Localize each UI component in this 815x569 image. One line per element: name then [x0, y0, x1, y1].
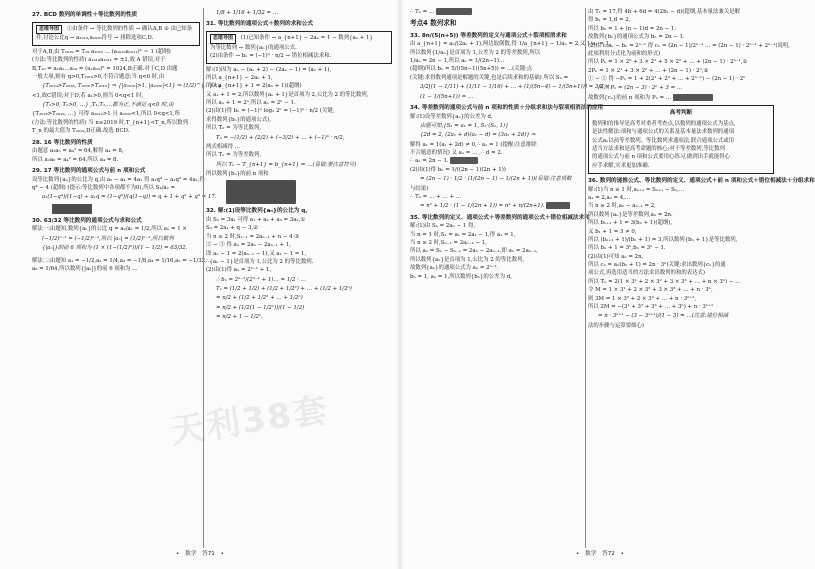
solution-line: (2)由(1)可知 aₙ = 2n,	[588, 253, 644, 260]
solution-line: (关键:求得数列通项是解题的关键,也是后续求和的基础) 所以 Sₙ =	[410, 74, 569, 81]
footer-subject: 数学	[585, 551, 597, 558]
solution-line: (方法:等比数列的性质) 当 n≥2019 时,T_{n+1}<T_n,所以数列	[32, 119, 189, 126]
exam-tip-line: 适当方法求和是高考命题的核心;对于等差数列,等比数列	[592, 145, 725, 152]
solution-line: 所以 bₙ = 1 + (n − 1)d = 2n − 1.	[588, 25, 677, 32]
solution-line: ∴ aₙ = 2n − 1.	[410, 157, 582, 165]
solution-line: 所以 cₙ = aₙ(bₙ + 1) = 2n · 3ⁿ(关键:求出数列{cₙ}的通	[588, 262, 726, 269]
solution-line: 又 a₁ + 1 = 2,所以数列{aₙ + 1}是首项为 2,公比为 2 的等比数列,	[206, 91, 369, 98]
exam-tip-line: 公式aₙ以前等差数列、等比数列求通项法,联合通项公式或用	[592, 137, 735, 144]
solution-line: 当 n = 1 时,S₁ = a₁ = 2a₁ − 1,得 a₁ = 1,	[410, 231, 516, 238]
mind-map-text: ①由条件 → 等比数列的性质 → 确认A,B ② 由已知条件,讨论公比q → a₂₀₁₉,a₂₀₂₀符号 → 排除选项C,D.	[36, 25, 193, 42]
solution-formula: {|aₙ|}的前 6 项和为 (1 × (1−(1/2)⁶))/(1 − 1/2) = 63/32.	[42, 245, 188, 252]
left-column-a	[32, 8, 221, 548]
solution-formula: 3/2[(1 − 1/11) + (1/11 − 1/16) + … + (1/(5n−4) − 1/(5n+1))] = 3/2 ×	[420, 84, 610, 91]
question-30-heading: 30. 63/32 等比数列的通项公式与求和公式	[32, 217, 142, 224]
solution-line: 不合题意的情况) 又 a₁ = … ,∴ d = 2.	[410, 150, 503, 157]
mind-map-label: 思维导图	[210, 34, 236, 44]
question-31-solution	[206, 66, 392, 205]
exam-tip-line: 的通项公式与前 n 项和公式要用心练习,做到出手就能得心	[592, 154, 730, 161]
solution-line: <1,故C错误;对于D,若 a₁>0,则当 0<q<1 时,	[32, 92, 144, 99]
solution-line: 所以数列{bₙ}的前 n 项和	[206, 171, 269, 178]
solution-line: 由 S₃ = 3a₁ 可得 a₁ + a₂ + a₃ = 3a₁,①	[206, 217, 306, 224]
solution-line: 所以 a_{n+1} − 2aₙ + 1,	[206, 74, 273, 81]
solution-line: a₆ = 1/64,所以数列{|aₙ|}的前 6 项和为 …	[32, 265, 138, 272]
mind-map-label: 思维导图	[36, 25, 62, 35]
question-28-heading: 28. 16 等比数列的性质	[32, 139, 93, 146]
solution-line: (超纲)所以 bₙ = 5/((5n−1)(5n+5)) = …(关键:点	[410, 66, 533, 73]
solution-formula: = n/2 + (1/2(1 − 1/2ⁿ))/(1 − 1/2)	[216, 304, 305, 311]
solution-formula: {2d = 2, (2a₁ + d)(a₁ − d) = (3a₁ + 2d)} ⇒	[420, 132, 536, 139]
solution-line: 所以 Pₙ = 1 × 2⁰ + 3 × 2¹ + 5 × 2² + … + (2n − 1) · 2ⁿ⁻¹,①	[588, 59, 748, 66]
redacted-answer-block	[673, 94, 713, 101]
solution-line: ∴ Tₙ = … + … + …	[410, 193, 462, 200]
question-29-solution	[32, 176, 217, 214]
solution-line: 故数列{aₙ}的通项公式为 aₙ = 2ⁿ⁻¹.	[410, 265, 499, 272]
question-35-solution	[410, 222, 582, 281]
redacted-answer-block	[436, 8, 472, 15]
solution-line: 求得数列{bₙ}的通项公式),	[206, 116, 271, 123]
left-column-b	[206, 8, 392, 548]
solution-formula: Tₙ = (1/2 + 1/2) + (1/2 + 1/2²) + … + (1/2 + 1/2ⁿ)	[216, 286, 352, 293]
left-page	[0, 0, 400, 569]
solution-line: 所以 a_{n+1} + 1 = 2(aₙ + 1)(超纲)	[206, 83, 302, 90]
question-34-heading: 34. 等差数列的通项公式与前 n 项和的性质＋分组求和法与裂项相消法的应用	[410, 104, 604, 111]
column-divider	[203, 8, 204, 548]
mind-map-box-31	[206, 31, 392, 64]
solution-line: a₁ = 2,a₂ = 4,…	[588, 195, 631, 202]
solution-line: 解:(1)由 Sₙ = 2aₙ − 1 得,	[410, 223, 476, 230]
mind-map-line: (1)已知条件 → a_{n+1} − 2aₙ = 1 − 数列{aₙ + 1}	[240, 35, 373, 42]
question-34-solution	[410, 113, 582, 211]
solution-formula: 所以 Pₙ = (2n − 3) · 2ⁿ + 3 = …	[598, 85, 683, 92]
exam-tip-title: 高考判断	[669, 110, 693, 117]
solution-line: 得 b₁ = 1,d = 2,	[588, 17, 631, 24]
right-column-d	[588, 8, 815, 548]
solution-line: 设等比数列{aₙ}的公比为 q,由 a₅ − a₄ = 4a₁ 得 a₁q⁴ − a₁q³ = 4a₁,得	[32, 176, 205, 183]
solution-line: 所以数列{aₙ}是首项为 1,公比为 2 的等比数列,	[410, 256, 525, 263]
question-27-solution	[32, 48, 221, 136]
solution-line: (2)由(1)得 bₙ = (−1)ⁿ log₂ 2ⁿ = (−1)ⁿ · n/2 (关键,	[206, 108, 335, 115]
footer-subject: 数学	[185, 551, 197, 558]
footer-page-number: 答72	[602, 551, 615, 558]
question-36-heading: 36. 数列的递推公式、等比数列的定义、通项公式＋前 n 项和公式＋错位相减法＋分组求和	[588, 178, 815, 185]
solution-line: S₃ = 2a₁ + q − 3,②	[206, 225, 258, 232]
question-28-solution	[32, 147, 200, 164]
redacted-answer-block	[546, 202, 570, 209]
solution-line: 所以 bₙ₊₁ + 1 = 3(bₙ + 1)(超纲),	[588, 220, 673, 227]
solution-line: 所以 Tₙ = 2(1 × 3¹ + 2 × 3² + 3 × 3³ + … + n × 3ⁿ) − …	[588, 278, 741, 285]
solution-line: bₙ = 1, aₙ = 1,所以数列{bₙ}的公差为 d,	[410, 273, 512, 280]
question-31-heading: 31. 等比数列的通项公式＋数列的求和公式	[206, 21, 313, 28]
solution-line: 当 n ≥ 2 时,Sₙ₋₁ = 2aₙ₋₁ + n − 4 ③	[206, 233, 300, 240]
solution-line: 解:(1)当 n ≥ 1 时,aₙ₊₁ = Sₙ₊₁ − Sₙ,…	[588, 186, 685, 193]
solution-line: 解:(1)设等差数列{aₙ}的公差为 d,	[410, 113, 493, 120]
solution-formula: 由题可知,{S₁ = a₁ = 1, S₁·(S₁, 1)}	[420, 122, 509, 129]
solution-formula: = n/2 + (1/2 + 1/2² + … + 1/2ⁿ)	[216, 295, 303, 302]
solution-formula: = n/2 + 1 − 1/2ⁿ.	[216, 314, 263, 321]
solution-line: 所以 (bₙ₊₁ + 1)/(bₙ + 1) = 3,所以数列{bₙ + 1}是等比数列,	[588, 236, 738, 243]
solution-line: 解:(1)因为 aₙ − (aₙ + 2) − (2aₙ − 1) = (aₙ + 1),	[206, 66, 332, 73]
solution-line: 所以 2M = −(3¹ + 3² + 3³ + … + 3ⁿ) + n · 3ⁿ⁺¹	[588, 303, 714, 310]
solution-line: ∴ Tₙ = …	[410, 8, 582, 16]
solution-formula: a₁(1−q⁴)/(1−q) ÷ a₁q = (1−q⁴)/(q(1−q)) = q + 1 + q² + q³ = 17.	[42, 194, 217, 201]
redacted-answer-block	[226, 180, 296, 204]
solution-formula: (1 − 1/(5n+1)) = …	[420, 93, 474, 100]
solution-line: ② − ③ 得 aₙ = 2aₙ − 2aₙ₋₁ + 1,	[206, 242, 292, 249]
column-divider	[585, 8, 586, 548]
solution-line: 故数列{cₙ}的前 n 项和为 Pₙ = …	[588, 94, 774, 102]
question-27-heading: 27. BCD 数列的单调性＋等比数列的性质	[32, 12, 138, 18]
question-35-heading: 35. 等比数列的定义、通项公式＋等差数列的通项公式＋错位相减法求和	[410, 214, 590, 221]
solution-line: (2)由 cₙaₙ − bₙ = 2ⁿ⁻¹ 得 cₙ = (2n − 1)/2ⁿ⁻¹ … = (2n − 1) · 2ⁿ⁻¹ + 2ⁿ⁻¹(说明,	[588, 42, 791, 49]
exam-tip-line: 是法性解法:项和与通项公式的关系及基本量法求数列的通项	[592, 129, 734, 136]
solution-line: (2)由(1)得 bₙ = 1/((2n − 1)(2n + 1))	[410, 166, 506, 173]
solution-line: 由 a_{n+1} = aₙ/(2aₙ + 1),两边取倒数,得 1/a_{n+1} − 1/aₙ = 2,又 1/a₁ = 1,	[410, 41, 611, 48]
redacted-answer-block	[450, 157, 478, 164]
solution-line: 又 b₁ + 1 = 3 ≠ 0,	[588, 228, 637, 235]
solution-line: 一般大项,则有 q>0,T₂₀₁₉>0,不符合题意;当 q<0 时,由	[32, 73, 165, 80]
solution-line: 解法一:由题知,数列{aₙ}的公比 q = a₂/a₁ = 1/2,所以 aₙ = 1 ×	[32, 226, 187, 233]
solution-line: 此项利用分式化为前和的形式)	[588, 50, 661, 57]
solution-line: 所以 bₙ + 1 = 3ⁿ,bₙ = 3ⁿ − 1.	[588, 245, 666, 252]
solution-line: 当 n ≥ 2 时,Sₙ₋₁ = 2aₙ₋₁ − 1,	[410, 240, 487, 247]
solution-line: 由题意 a₃a₅ = a₄² = 64,解得 a₄ = 8,	[32, 148, 124, 155]
question-29-heading: 29. 17 等比数列的通项公式与前 n 项和公式	[32, 167, 146, 174]
mind-map-line: (2)由条件 → bₙ = (−1)ⁿ · n/2 → 错位相减法求和.	[210, 53, 332, 60]
redacted-answer-block	[52, 204, 92, 214]
solution-line: 所以 Tₙ = 为等比数列,	[206, 125, 262, 132]
solution-line: 所以 aₙ + 1 = 2ⁿ,所以 aₙ = 2ⁿ − 1.	[206, 100, 296, 107]
exam-tip-line: 应手求解,实求更加准确.	[592, 162, 650, 169]
solution-line: B,T₁₀ = a₁a₂…a₁₀ = (a₁a₁₀)⁵ = 1024,B正确.对于C,D 由题	[32, 65, 178, 72]
mind-map-box-27	[32, 22, 200, 46]
solution-line: 解得 a₁ = 1(a₁ + 2d) ≠ 0,∴ a₁ = 1 (提醒:注意排除	[410, 141, 537, 148]
solution-formula: ∴ bₙ = 2ⁿ⁻¹/(2ⁿ⁻¹ + 1)… = 1/2 · …	[216, 276, 306, 283]
solution-line: 项公式,再选用适当的方法求出数列的和的表达式)	[588, 270, 706, 277]
solution-line: 两式相减得 …	[206, 143, 241, 150]
solution-line: 所以 Tₙ = 为等差数列,	[206, 152, 262, 159]
solution-line: 2Pₙ = 1 × 2¹ + 3 × 2² + … + (2n − 1) · 2ⁿ,②	[588, 67, 709, 74]
solution-line: q⁴ − 4 (超纲) (提示:等比数列中各项都不为0),所以 S₄/a₂ =	[32, 184, 176, 191]
solution-line: 当 n ≥ 2 时,aₙ − aₙ₋₁ = 2,	[588, 203, 656, 210]
solution-line: 解法二:由题知 a₁ = −1/2,a₂ = 1/4,a₃ = −1/8,a₄ = 1/16,a₅ = −1/32,	[32, 257, 207, 264]
solution-line: ∴{aₙ − 1}是首项为 1,公比为 2 的等比数列.	[206, 258, 314, 265]
solution-formula: = n² + 1/2 · (1 − 1/(2n + 1)) = n² + n/(2n+1).	[410, 202, 582, 210]
solution-formula: = (2n − 1) · 1/2 · (1/(2n − 1) − 1/(2n + 1))(易错:注意项数	[420, 176, 572, 183]
solution-line: T_n 的最大值为 T₂₀₁₉,D正确.故选 BCD.	[32, 128, 130, 135]
solution-line: ① − ② 得 −Pₙ = 1 + 2(2¹ + 2² + … + 2ⁿ⁻¹) − (2n − 1) · 2ⁿ	[588, 76, 746, 82]
solution-line: 则 3M = 1 × 3² + 2 × 3³ + … + n · 3ⁿ⁺¹,	[588, 295, 697, 302]
question-35-continued	[588, 8, 791, 102]
footer-page-number: 答71	[202, 551, 215, 558]
question-33-heading: 33. 8n/(5(n+5)) 等差数列的定义与通项公式＋裂项相消求和	[410, 32, 567, 39]
left-page-footer: • 数学 答71 •	[176, 551, 224, 558]
solution-formula: 1/8 + 1/16 + 1/32 = …	[216, 10, 279, 16]
right-page-footer: • 数学 答72 •	[576, 551, 624, 558]
solution-formula: Tₙ = −(1/2) + (2/2) + (−3/2) + … + (−1)ⁿ · n/2,	[216, 134, 345, 141]
solution-line: 所以 a₂a₆ = a₄² = 64,所以 a₄ = 8.	[32, 156, 119, 163]
solution-formula: = n · 3ⁿ⁺¹ − (3 − 3ⁿ⁺¹)/(1 − 3) = …(注意:错位相减	[598, 313, 729, 320]
exam-tip-box	[588, 105, 774, 174]
solution-line: 所以 aₙ = Sₙ − Sₙ₋₁ = 2aₙ − 2aₙ₋₁,即 aₙ = 2aₙ₋₁,	[410, 248, 538, 255]
solution-line: 故数列{bₙ}的通项公式为 bₙ = 2n − 1.	[588, 34, 685, 41]
solution-line: 所以数列{aₙ}是等差数列,aₙ = 2n.	[588, 211, 673, 218]
solution-line: 令 M = 1 × 3¹ + 2 × 3² + 3 × 3³ + … + n · 3ⁿ,	[588, 287, 713, 294]
solution-line: 与结果)	[410, 185, 429, 192]
question-32-heading: 32. 解:(1)设等比数列{aₙ}的公比为 q,	[206, 208, 308, 215]
solution-formula: 所以 Tₙ − T_{n+1} = b_{n+1} = …(易错:要注意符号)	[216, 161, 357, 168]
solution-line: (方法:等比数列的性质) a₁₀₁₀a₁₀₁₁ = ±1,故 A 错误,对于	[32, 57, 166, 64]
solution-line: 1/aₙ = 2n − 1,所以 aₙ = 1/(2n−1)…	[410, 58, 505, 64]
solution-line: (2)由(1)得 aₙ = 2ⁿ⁻¹ + 1,	[206, 267, 272, 274]
solution-line: 由 T₁ = 17,得 4b + 6d = 4(2b₁ − d)(超纲,基本量法兼关是解	[588, 9, 740, 15]
question-33-solution	[410, 40, 611, 101]
solution-line: {T₂₀₁₈>T₂₀₁₉, …} 可得 a₂₀₁₉>1 且 a₂₀₂₀<1,所以 0<q<1,所	[32, 111, 180, 118]
solution-formula: {T₁>0, T₂>0, …} ,T₁,T₂,…都为正,不满足 q<0 时,由	[42, 102, 174, 109]
solution-formula: {T₂₀₁₉>T₂₀₁₈, T₂₀₂₀>T₂₀₁₉} ⇒ {|a₂₀₁₉|>1, |a₂₀₂₀|<1} ⇒ (1/2)^{…}<q	[42, 83, 221, 90]
exam-tip-line: 数列和的推导是高考对重者考查点,以数列的通项公式为基点,	[592, 120, 736, 127]
solution-line: 即 aₙ − 1 = 2(aₙ₋₁ − 1),又 a₁ − 1 = 1,	[206, 250, 307, 257]
solution-line: 法的步骤与运算要细心)	[588, 322, 645, 329]
question-36-solution	[588, 186, 774, 330]
section-title: 考点4 数列求和	[410, 19, 457, 28]
question-30-solution	[32, 225, 207, 273]
mind-map-line: 为等比数列 → 数列{aₙ}的通项公式.	[210, 44, 297, 51]
solution-line: 对于A,B,由 T₂₀₁₉ = T₁₉ a₂₀₂₀ … (a₁₀₁₀a₁₀₁₁)² ＝ 1 (超纲)	[32, 48, 171, 55]
watermark-text: 天利38套	[167, 390, 332, 452]
solution-line: 所以数列{1/aₙ}是首项为 1,公差为 2 的等差数列,所以	[410, 49, 541, 56]
solution-formula: (−1/2)ⁿ⁻¹ = (−1/2)ⁿ⁻¹,所以 |aₙ| = (1/2)ⁿ⁻¹,所以数列	[42, 235, 174, 242]
question-32-solution	[206, 216, 392, 322]
